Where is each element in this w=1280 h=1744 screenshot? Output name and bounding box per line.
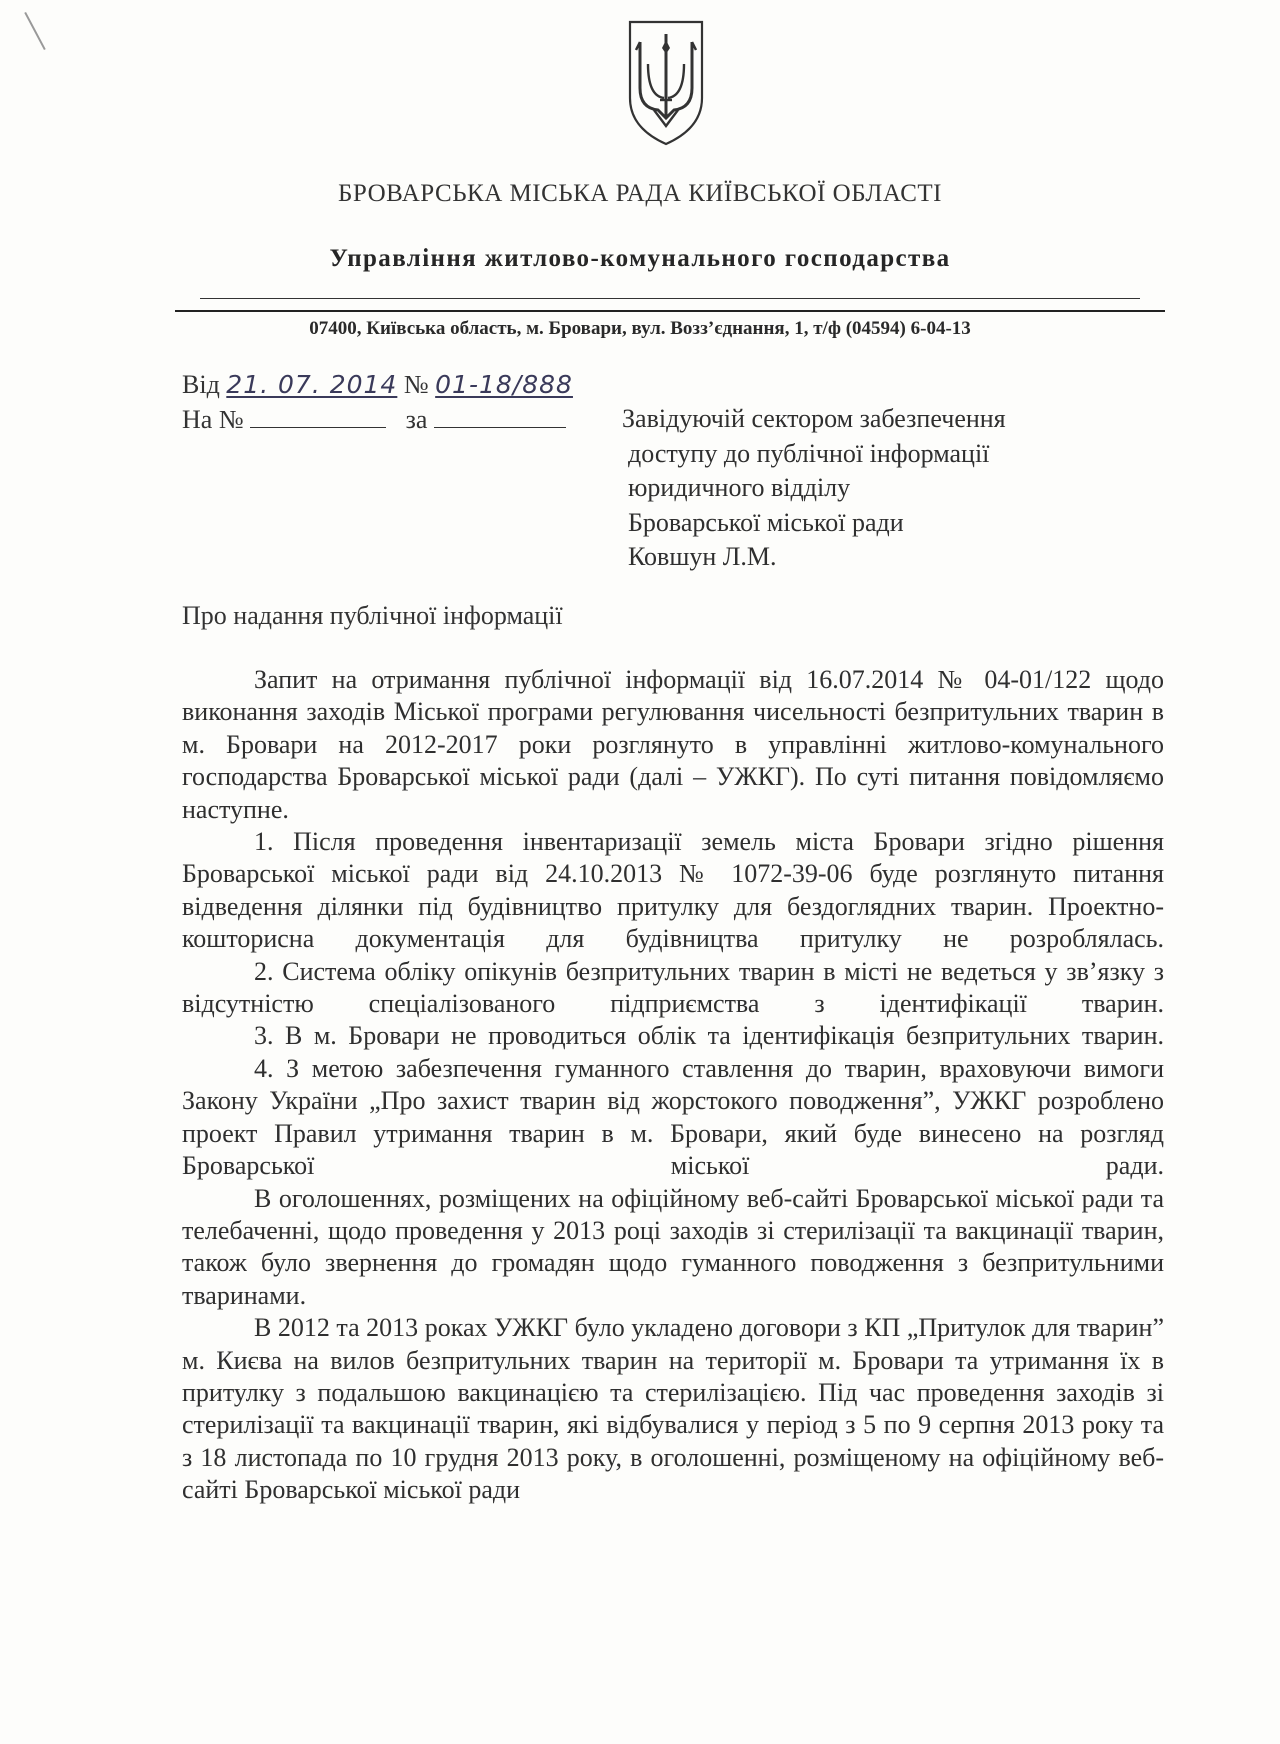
on-number-label: На № bbox=[182, 405, 244, 434]
council-name: БРОВАРСЬКА МІСЬКА РАДА КИЇВСЬКОЇ ОБЛАСТІ bbox=[338, 180, 942, 207]
za-label: за bbox=[405, 405, 428, 434]
trident-coat-of-arms-icon bbox=[624, 18, 708, 148]
number-label: № bbox=[403, 370, 429, 399]
body-paragraph: В оголошеннях, розміщених на офіційному веб-сайті Броварської міської ради та телебаченні, щодо проведення у 2013 році заходів зі стерилізації та вакцинації тварин, також було звернення до громадян щодо гуманного поводження з безпритульними тваринами. bbox=[182, 1183, 1164, 1310]
body-paragraph: 3. В м. Бровари не проводиться облік та ідентифікація безпритульних тварин. bbox=[254, 1021, 1164, 1051]
addressee-line: Завідуючій сектором забезпечення bbox=[622, 404, 1006, 433]
letter-body bbox=[182, 664, 1164, 1507]
outgoing-reference bbox=[182, 370, 573, 400]
body-paragraph: Запит на отримання публічної інформації від 16.07.2014 № 04-01/122 щодо виконання заходів Міської програми регулювання чисельності безпритульних тварин в м. Бровари на 2012-2017 роки розглянуто в управлінні житлово-комунального господарства Броварської міської ради (далі – УЖКГ). По суті питання повідомляємо наступне. bbox=[182, 665, 1164, 824]
department-address: 07400, Київська область, м. Бровари, вул. Возз’єднання, 1, т/ф (04594) 6-04-13 bbox=[309, 318, 971, 339]
scan-mark bbox=[24, 12, 45, 50]
department-name: Управління житлово-комунального господарства bbox=[329, 245, 951, 272]
addressee-line: Броварської міської ради bbox=[628, 507, 904, 537]
handwritten-number: 01-18/888 bbox=[435, 370, 573, 399]
body-paragraph: 4. З метою забезпечення гуманного ставлення до тварин, враховуючи вимоги Закону України „Про захист тварин від жорстокого поводження”, УЖКГ розроблено проект Правил утримання тварин в м. Бровари, який буде винесено на розгляд Броварської міської ради. bbox=[182, 1053, 1164, 1181]
from-label: Від bbox=[182, 370, 220, 399]
addressee-line: доступу до публічної інформації bbox=[628, 438, 990, 468]
body-paragraph: 2. Система обліку опікунів безпритульних тварин в місті не ведеться у зв’язку з відсутністю спеціалізованого підприємства з ідентифікації тварин. bbox=[182, 956, 1164, 1019]
incoming-reference bbox=[182, 405, 566, 435]
body-paragraph: 1. Після проведення інвентаризації земель міста Бровари згідно рішення Броварської міської ради від 24.10.2013 № 1072-39-06 буде розглянуто питання відведення ділянки під будівництво притулку для бездоглядних тварин. Проектно-кошторисна документація для будівництва притулку не розроблялась. bbox=[182, 827, 1164, 954]
letter-subject: Про надання публічної інформації bbox=[182, 601, 563, 630]
handwritten-date: 21. 07. 2014 bbox=[226, 370, 398, 399]
header-divider-thin bbox=[200, 298, 1140, 299]
incoming-date-blank bbox=[434, 407, 566, 428]
addressee-line: Ковшун Л.М. bbox=[628, 542, 777, 571]
addressee-block bbox=[622, 402, 1006, 575]
addressee-line: юридичного відділу bbox=[628, 473, 851, 502]
header-divider-thick bbox=[175, 310, 1165, 312]
body-paragraph: В 2012 та 2013 роках УЖКГ було укладено договори з КП „Притулок для тварин” м. Києва на вилов безпритульних тварин на території м. Бровари та утримання їх в притулку з подальшою вакцинацією та стерилізацією. Під час проведення заходів зі стерилізації та вакцинації тварин, які відбувалися у період з 5 по 9 серпня 2013 року та з 18 листопада по 10 грудня 2013 року, в оголошенні, розміщеному на офіційному веб-сайті Броварської міської ради bbox=[182, 1313, 1164, 1505]
incoming-number-blank bbox=[250, 407, 386, 428]
